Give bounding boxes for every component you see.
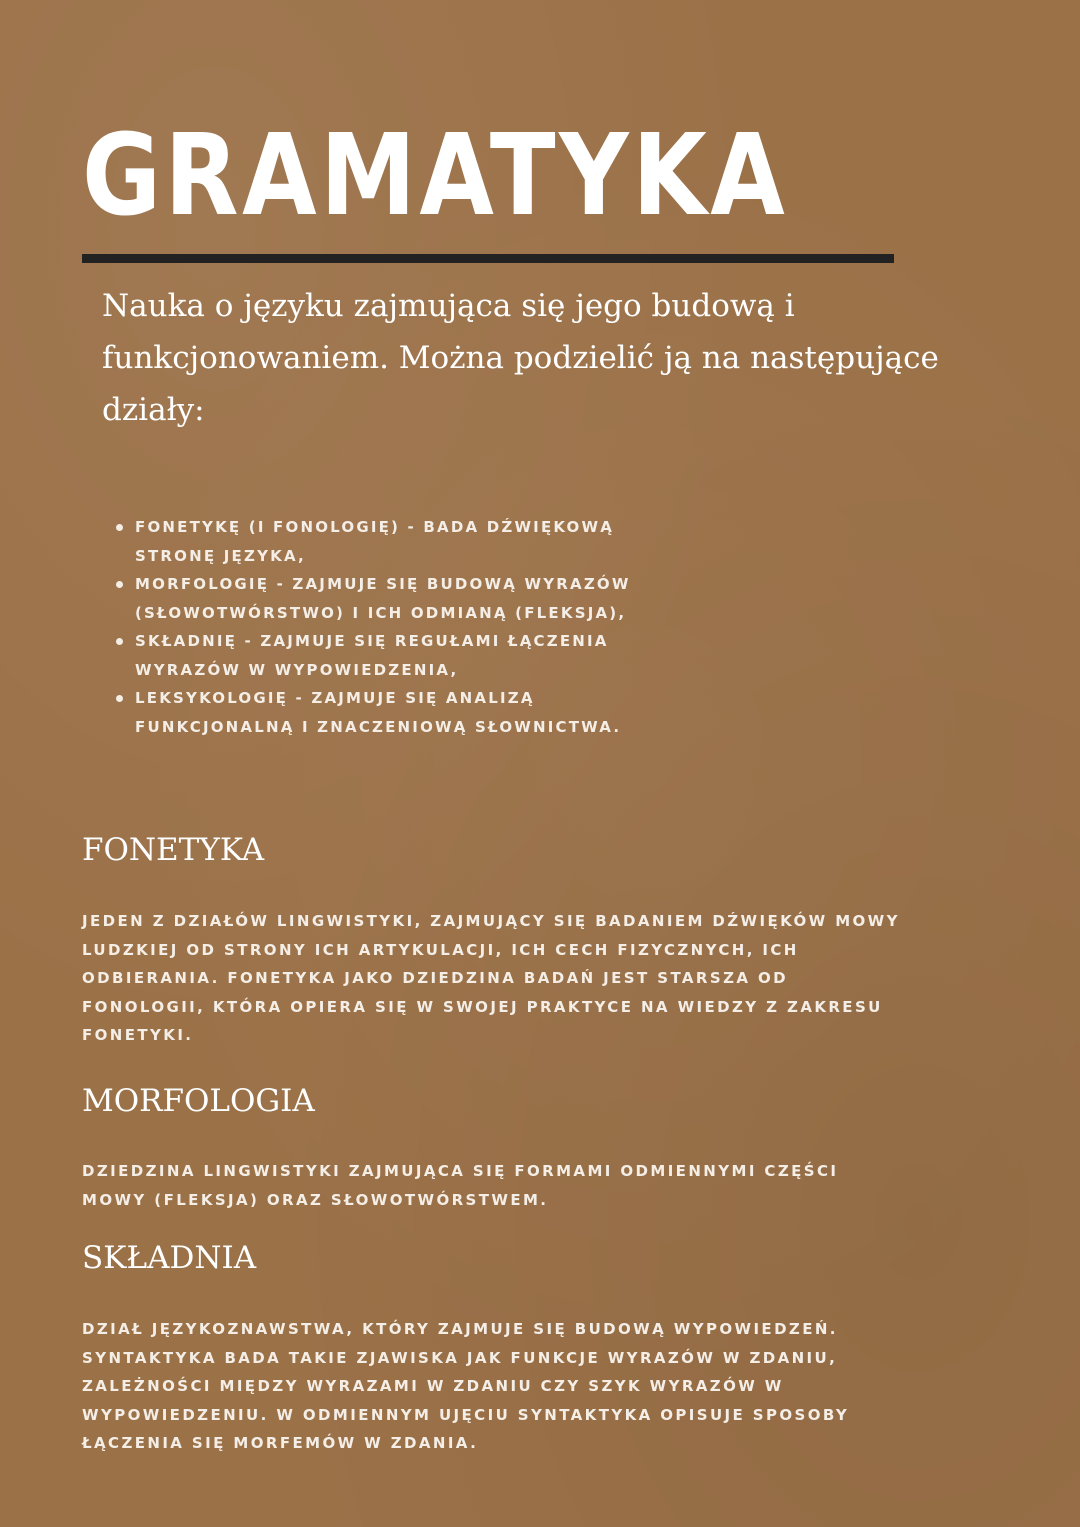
- bullet-icon: [116, 695, 123, 702]
- bullet-icon: [116, 638, 123, 645]
- bullet-icon: [116, 524, 123, 531]
- page-title: GRAMATYKA: [82, 111, 789, 241]
- division-text: LEKSYKOLOGIĘ - ZAJMUJE SIĘ ANALIZĄ FUNKCJONALNĄ I ZNACZENIOWĄ SŁOWNICTWA.: [135, 689, 622, 736]
- section-body-fonetyka: JEDEN Z DZIAŁÓW LINGWISTYKI, ZAJMUJĄCY SIĘ BADANIEM DŹWIĘKÓW MOWY LUDZKIEJ OD STRONY ICH ARTYKULACJI, ICH CECH FIZYCZNYCH, ICH ODBIERANIA. FONETYKA JAKO DZIEDZINA BADAŃ JEST STARSZA OD FONOLOGII, KTÓRA OPIERA SIĘ W SWOJEJ PRAKTYCE NA WIEDZY Z ZAKRESU FONETYKI.: [82, 912, 900, 1044]
- section-heading-morfologia: MORFOLOGIA: [82, 1083, 315, 1119]
- section-heading-skladnia: SKŁADNIA: [82, 1240, 257, 1276]
- division-text: FONETYKĘ (I FONOLOGIĘ) - BADA DŹWIĘKOWĄ STRONĘ JĘZYKA,: [135, 518, 615, 565]
- section-heading-fonetyka: FONETYKA: [82, 832, 265, 868]
- intro-paragraph: Nauka o języku zajmująca się jego budową i funkcjonowaniem. Można podzielić ją na następujące działy:: [102, 288, 939, 428]
- bullet-icon: [116, 581, 123, 588]
- division-text: SKŁADNIĘ - ZAJMUJE SIĘ REGUŁAMI ŁĄCZENIA WYRAZÓW W WYPOWIEDZENIA,: [135, 632, 609, 679]
- title-divider: [82, 254, 894, 263]
- division-text: MORFOLOGIĘ - ZAJMUJE SIĘ BUDOWĄ WYRAZÓW (SŁOWOTWÓRSTWO) I ICH ODMIANĄ (FLEKSJA),: [135, 575, 631, 622]
- division-item-fonetyka: [112, 513, 672, 570]
- section-body-morfologia: DZIEDZINA LINGWISTYKI ZAJMUJĄCA SIĘ FORMAMI ODMIENNYMI CZĘŚCI MOWY (FLEKSJA) ORAZ SŁOWOTWÓRSTWEM.: [82, 1162, 839, 1209]
- division-item-skladnia: [112, 627, 672, 684]
- division-item-morfologia: [112, 570, 672, 627]
- division-item-leksykologia: [112, 684, 672, 741]
- divisions-list: [112, 513, 672, 741]
- section-body-skladnia: DZIAŁ JĘZYKOZNAWSTWA, KTÓRY ZAJMUJE SIĘ BUDOWĄ WYPOWIEDZEŃ. SYNTAKTYKA BADA TAKIE ZJAWISKA JAK FUNKCJE WYRAZÓW W ZDANIU, ZALEŻNOŚCI MIĘDZY WYRAZAMI W ZDANIU CZY SZYK WYRAZÓW W WYPOWIEDZENIU. W ODMIENNYM UJĘCIU SYNTAKTYKA OPISUJE SPOSOBY ŁĄCZENIA SIĘ MORFEMÓW W ZDANIA.: [82, 1320, 850, 1452]
